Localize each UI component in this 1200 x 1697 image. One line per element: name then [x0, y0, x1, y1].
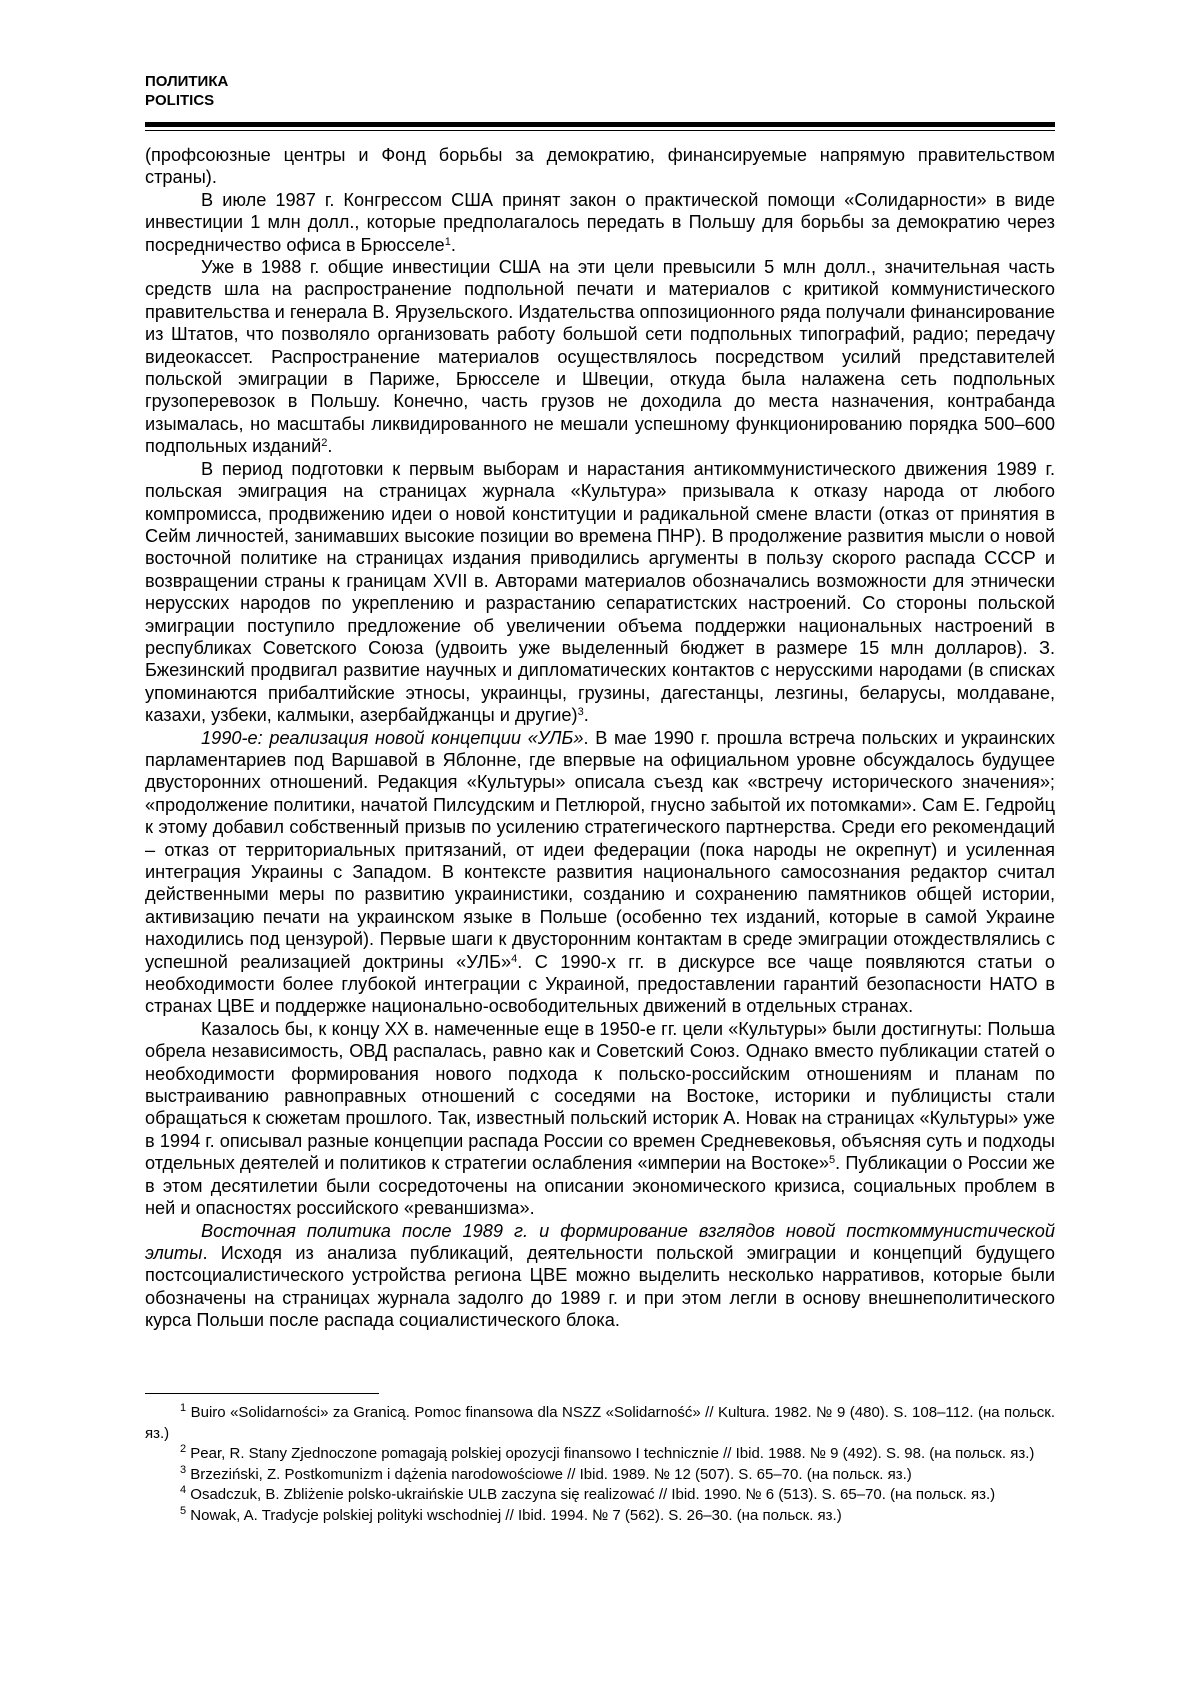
section-heading-eastern-policy: Восточная политика после 1989 г. и формирование взглядов новой посткоммунистической элиты: [145, 1220, 1055, 1263]
footnote-5: $^5$ Nowak, A. Tradycje polskiej polityki wschodniej // Ibid. 1994. № 7 (562). S. 26–30. (на польск. яз.): [180, 1504, 842, 1524]
footnote-4: $^4$ Osadczuk, B. Zbliżenie polsko-ukraińskie ULB zaczyna się realizować // Ibid. 1990. № 6 (513). S. 65–70. (на польск. яз.): [180, 1484, 996, 1503]
section-title-en: POLITICS: [145, 92, 215, 109]
footnote-2: $^2$ Pear, R. Stany Zjednoczone pomagają polskiej opozycji finansowo I technicznie // Ibid. 1988. № 9 (492). S. 98. (на польск. яз.): [180, 1443, 1035, 1462]
paragraph-2: В июле 1987 г. Конгрессом США принят закон о практической помощи «Солидарности» в виде инвестиции 1 млн долл., которые предполагалось передать в Польшу для борьбы за демократию через посредничество офиса в Брюсселе$^1$.: [145, 189, 1055, 255]
footnote-ref-1[interactable]: 1: [444, 235, 451, 248]
header-rule-thin: [145, 130, 1055, 131]
paragraph-5: 1990-е: реализация новой концепции «УЛБ». В мае 1990 г. прошла встреча польских и украинских парламентариев под Варшавой в Яблонне, где впервые на официальном уровне обсуждалось будущее двусторонних отношений. Редакция «Культуры» описала съезд как «встречу исторического значения»; «продолжение политики, начатой Пилсудским и Петлюрой, гнусно забытой их потомками». Сам Е. Гедройц к этому добавил собственный призыв по усилению стратегического партнерства. Среди его рекомендаций – отказ от территориальных притязаний, от идеи федерации (пока народы не окрепнут) и усиленная интеграция Украины с Западом. В контексте развития национального самосознания редактор считал действенными меры по развитию украинистики, созданию и сохранению памятников общей истории, активизацию печати на украинском языке в Польше (особенно тех изданий, которые в самой Украине находились под цензурой). Первые шаги к двусторонним контактам в среде эмиграции отождествлялись с успешной реализацией доктрины «УЛБ»$^4$. С 1990-х гг. в дискурсе все чаще появляются статьи о необходимости более глубокой интеграции с Украиной, предоставлении гарантий безопасности НАТО в странах ЦВЕ и поддержке национально-освободительных движений в отдельных странах.: [145, 727, 1055, 1017]
footnote-ref-3[interactable]: 3: [577, 706, 584, 719]
footnote-ref-4[interactable]: 4: [511, 952, 518, 965]
footnotes: [145, 1403, 1055, 1526]
section-heading-1990s: 1990-е: реализация новой концепции «УЛБ»: [201, 727, 584, 748]
paragraph-4: В период подготовки к первым выборам и нарастания антикоммунистического движения 1989 г. польская эмиграция на страницах журнала «Культура» призывала к отказу народа от любого компромисса, продвижению идеи о новой конституции и радикальной смене власти (отказ от принятия в Сейм личностей, занимавших высокие позиции во времена ПНР). В продолжение развития мысли о новой восточной политике на страницах издания приводились аргументы в пользу скорого распада СССР и возвращении страны к границам XVII в. Авторами материалов обозначались возможности для этнически нерусских народов по укреплению и разрастанию сепаратистских настроений. Со стороны польской эмиграции поступило предложение об увеличении объема поддержки национальных настроений в республиках Советского Союза (удвоить уже выделенный бюджет в размере 15 млн долларов). З. Бжезинский продвигал развитие научных и дипломатических контактов с нерусскими народами (в списках упоминаются прибалтийские этносы, украинцы, грузины, дагестанцы, лезгины, беларусы, молдаване, казахи, узбеки, калмыки, азербайджанцы и другие)$^3$.: [145, 458, 1055, 726]
footnote-separator: [145, 1393, 379, 1394]
running-header: [145, 72, 228, 110]
header-rule-thick: [145, 122, 1055, 127]
article-body: [145, 144, 1055, 1332]
footnote-ref-5[interactable]: 5: [829, 1154, 836, 1167]
paragraph-6: Казалось бы, к концу XX в. намеченные еще в 1950-е гг. цели «Культуры» были достигнуты: Польша обрела независимость, ОВД распалась, равно как и Советский Союз. Однако вместо публикации статей о необходимости формирования нового подхода к польско-российским отношениям и планам по выстраиванию равноправных отношений с соседями на Востоке, историки и публицисты стали обращаться к сюжетам прошлого. Так, известный польский историк А. Новак на страницах «Культуры» уже в 1994 г. описывал разные концепции распада России со времен Средневековья, объясняя суть и подходы отдельных деятелей и политиков к стратегии ослабления «империи на Востоке»$^5$. Публикации о России же в этом десятилетии были сосредоточены на описании экономического кризиса, социальных проблем в ней и опасностях российского «реваншизма».: [145, 1018, 1055, 1219]
section-title-ru: ПОЛИТИКА: [145, 73, 229, 90]
paragraph-7: Восточная политика после 1989 г. и формирование взглядов новой посткоммунистической элиты. Исходя из анализа публикаций, деятельности польской эмиграции и концепций будущего постсоциалистического устройства региона ЦВЕ можно выделить несколько нарративов, которые были обозначены на страницах журнала задолго до 1989 г. и при этом легли в основу внешнеполитического курса Польши после распада социалистического блока.: [145, 1220, 1055, 1331]
footnote-ref-2[interactable]: 2: [321, 437, 328, 450]
footnote-1: $^1$ Buiro «Solidarności» za Granicą. Pomoc finansowa dla NSZZ «Solidarność» // Kultura. 1982. № 9 (480). S. 108–112. (на польск. яз.): [145, 1402, 1055, 1442]
paragraph-3: Уже в 1988 г. общие инвестиции США на эти цели превысили 5 млн долл., значительная часть средств шла на распространение подпольной печати и материалов с критикой коммунистического правительства и генерала В. Ярузельского. Издательства оппозиционного ряда получали финансирование из Штатов, что позволяло организовать работу большой сети подпольных типографий, радио; передачу видеокассет. Распространение материалов осуществлялось посредством усилий представителей польской эмиграции в Париже, Брюсселе и Швеции, откуда была налажена сеть подпольных грузоперевозок в Польшу. Конечно, часть грузов не доходила до места назначения, контрабанда изымалась, но масштабы ликвидированного не мешали успешному функционированию порядка 500–600 подпольных изданий$^2$.: [145, 257, 1055, 457]
footnote-3: $^3$ Brzeziński, Z. Postkomunizm i dążenia narodowościowe // Ibid. 1989. № 12 (507). S. 65–70. (на польск. яз.): [180, 1463, 912, 1483]
paragraph-1: (профсоюзные центры и Фонд борьбы за демократию, финансируемые напрямую правительством страны).: [145, 145, 1055, 188]
